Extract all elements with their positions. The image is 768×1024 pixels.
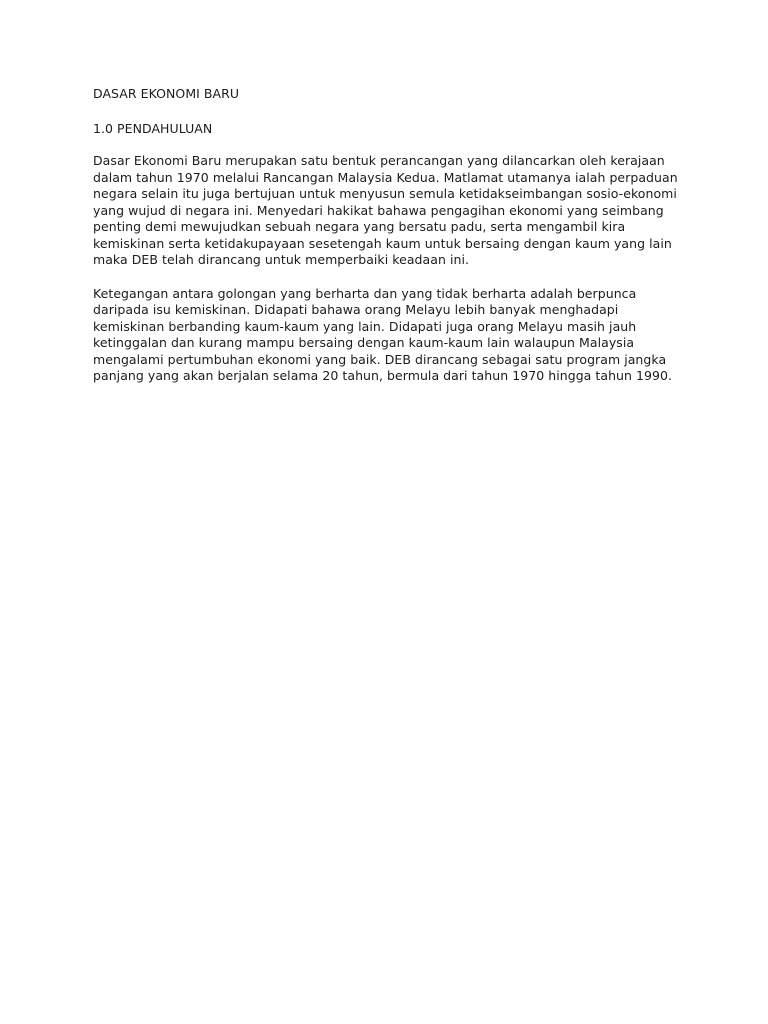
paragraph-line: kemiskinan berbanding kaum-kaum yang lain. Didapati juga orang Melayu masih jauh <box>93 318 637 334</box>
document-page <box>93 86 693 385</box>
paragraph-line: Ketegangan antara golongan yang berharta dan yang tidak berharta adalah berpunca <box>93 285 637 301</box>
paragraph-line: penting demi mewujudkan sebuah negara yang bersatu padu, serta mengambil kira <box>93 219 626 234</box>
paragraph-line: panjang yang akan berjalan selama 20 tahun, bermula dari tahun 1970 hingga tahun 1990. <box>93 368 673 383</box>
document-title: DASAR EKONOMI BARU <box>93 86 240 101</box>
paragraph-line: daripada isu kemiskinan. Didapati bahawa orang Melayu lebih banyak menghadapi <box>93 302 619 317</box>
paragraph-line: kemiskinan serta ketidakupayaan sesetengah kaum untuk bersaing dengan kaum yang lain <box>93 235 672 251</box>
paragraph-line: mengalami pertumbuhan ekonomi yang baik. DEB dirancang sebagai satu program jangka <box>93 351 667 367</box>
paragraph-line: dalam tahun 1970 melalui Rancangan Malaysia Kedua. Matlamat utamanya ialah perpaduan <box>93 169 678 185</box>
paragraph-line: Dasar Ekonomi Baru merupakan satu bentuk perancangan yang dilancarkan oleh kerajaan <box>93 153 665 168</box>
paragraph-line: negara selain itu juga bertujuan untuk menyusun semula ketidakseimbangan sosio-ekonomi <box>93 186 677 201</box>
paragraph-2 <box>93 286 693 385</box>
paragraph-1 <box>93 153 693 269</box>
paragraph-line: yang wujud di negara ini. Menyedari hakikat bahawa pengagihan ekonomi yang seimbang <box>93 202 664 218</box>
paragraph-line: maka DEB telah dirancang untuk memperbaiki keadaan ini. <box>93 252 469 267</box>
paragraph-line: ketinggalan dan kurang mampu bersaing dengan kaum-kaum lain walaupun Malaysia <box>93 335 635 350</box>
section-heading: 1.0 PENDAHULUAN <box>93 120 213 136</box>
